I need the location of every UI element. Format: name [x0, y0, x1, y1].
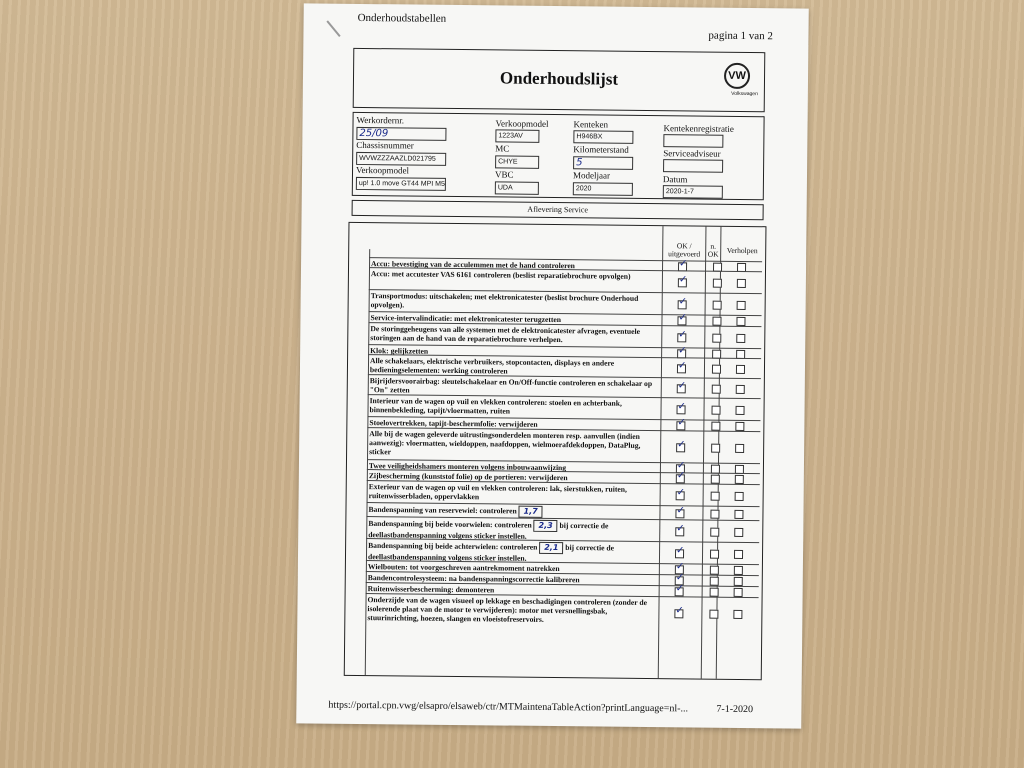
verholpen-checkbox[interactable]: [734, 588, 743, 597]
checklist-item-text: [369, 482, 659, 503]
checklist-item-label: Twee veiligheidshamers monteren volgens inbouwaanwijzing: [368, 461, 567, 473]
nok-checkbox[interactable]: [712, 365, 721, 374]
checklist-item-suffix: bij correctie de deellastbandenspanning volgens sticker instellen.: [367, 542, 615, 563]
verholpen-checkbox[interactable]: [733, 610, 742, 619]
verholpen-checkbox[interactable]: [734, 577, 743, 586]
check-mark-icon: ✓: [675, 572, 685, 584]
footer-date: 7-1-2020: [716, 703, 754, 716]
nok-checkbox[interactable]: [710, 528, 719, 537]
checklist-row: [367, 427, 760, 464]
col-verholpen-header: Verholpen: [726, 245, 758, 256]
nok-checkbox[interactable]: [709, 610, 718, 619]
check-mark-icon: ✓: [675, 583, 685, 595]
vbc-field: UDA: [495, 181, 539, 194]
checklist-row: [365, 593, 758, 630]
verholpen-checkbox[interactable]: [736, 334, 745, 343]
checklist-item-label: Alle bij de wagen geleverde uitrustingsonderdelen monteren resp. aanvullen (indien aanwezig): vloermatten, wieldoppen, naafdoppen, wielmoerafdekdoppen, DataPlug, sticker: [369, 429, 641, 457]
nok-checkbox[interactable]: [713, 301, 722, 310]
nok-checkbox[interactable]: [710, 588, 719, 597]
section-title: Aflevering Service: [352, 200, 764, 220]
document-sheet: [296, 3, 809, 728]
nok-checkbox[interactable]: [710, 566, 719, 575]
checklist-item-label: Wielbouten: tot voorgeschreven aantrekmoment natrekken: [367, 562, 560, 574]
checklist-item-label: Accu: bevestiging van de acculemmen met de hand controleren: [371, 259, 575, 271]
check-mark-icon: ✓: [678, 329, 687, 341]
datum-label: Datum: [662, 174, 688, 185]
verholpen-checkbox[interactable]: [734, 510, 743, 519]
kilometerstand-field: 5: [573, 156, 633, 170]
checklist-item-text: [369, 396, 659, 417]
checklist-item-label: Service-intervalindicatie: met elektronicatester terugzetten: [370, 313, 562, 325]
tire-pressure-entry[interactable]: 2,3: [534, 520, 558, 532]
kenteken-field: H946BX: [573, 130, 633, 144]
checklist-item-label: Exterieur van de wagen op vuil en vlekken controleren: lak, sierstukken, ruiten, ruitenwisserbladen, oppervlakken: [368, 482, 627, 502]
nok-checkbox[interactable]: [713, 279, 722, 288]
verholpen-checkbox[interactable]: [735, 406, 744, 415]
verholpen-checkbox[interactable]: [735, 492, 744, 501]
verholpen-checkbox[interactable]: [737, 279, 746, 288]
checklist-item-label: Bandenspanning van reservewiel: controleren: [368, 504, 517, 516]
verholpen-checkbox[interactable]: [734, 550, 743, 559]
verkoopmodel-left-label: Verkoopmodel: [355, 164, 410, 176]
checklist-item-label: Stoelovertrekken, tapijt-beschermfolie: verwijderen: [369, 418, 538, 429]
checklist-item-label: Klok: gelijkzetten: [370, 346, 429, 356]
check-mark-icon: ✓: [676, 470, 686, 482]
checklist-item-label: Bandencontrolesysteem: na bandenspanningscorrectie kalibreren: [367, 573, 580, 585]
check-mark-icon: ✓: [675, 561, 685, 573]
staple: [326, 20, 340, 37]
kenteken-label: Kenteken: [573, 119, 609, 130]
page-number: pagina 1 van 2: [708, 29, 773, 43]
serviceadviseur-field: [663, 159, 723, 173]
checklist-item-label: Interieur van de wagen op vuil en vlekken controleren: stoelen en achterbank, binnenbekleding, tapijt/vloermatten, ruiten: [369, 396, 622, 416]
check-mark-icon: ✓: [678, 274, 688, 286]
checklist-item-label: Alle schakelaars, elektrische verbruikers, stopcontacten, displays en andere bedieningselementen: werking controleren: [369, 356, 615, 376]
nok-checkbox[interactable]: [712, 317, 721, 326]
check-mark-icon: ✓: [678, 296, 688, 308]
verholpen-checkbox[interactable]: [735, 444, 744, 453]
checklist-item-label: Accu: met accutester VAS 6161 controleren (beslist reparatiebrochure opvolgen): [370, 269, 631, 281]
check-mark-icon: ✓: [677, 380, 687, 392]
header-title: Onderhoudstabellen: [357, 11, 447, 25]
nok-checkbox[interactable]: [710, 550, 719, 559]
col-ok-header: OK / uitgevoerd: [668, 241, 701, 259]
check-mark-icon: ✓: [677, 401, 687, 413]
checklist-item-text: [369, 429, 659, 459]
check-mark-icon: ✓: [677, 360, 687, 372]
nok-checkbox[interactable]: [710, 577, 719, 586]
verkoopmodel-left-field: up! 1.0 move GT44 MPI M5: [356, 177, 446, 191]
check-mark-icon: ✓: [679, 258, 688, 270]
tire-pressure-entry[interactable]: 2,1: [539, 542, 563, 554]
modeljaar-label: Modeljaar: [572, 170, 611, 181]
check-mark-icon: ✓: [676, 545, 685, 557]
verholpen-checkbox[interactable]: [736, 385, 745, 394]
nok-checkbox[interactable]: [711, 444, 720, 453]
document-title: Onderhoudslijst: [499, 68, 619, 89]
verholpen-checkbox[interactable]: [735, 475, 744, 484]
vw-logo-text: Volkswagen: [731, 90, 758, 98]
tire-pressure-entry[interactable]: 1,7: [519, 506, 543, 518]
checklist-item-text: [370, 324, 660, 345]
checklist-item-label: Ruitenwisserbescherming: demonteren: [367, 584, 495, 595]
nok-checkbox[interactable]: [712, 334, 721, 343]
kilometerstand-label: Kilometerstand: [573, 144, 629, 155]
check-mark-icon: ✓: [676, 505, 685, 517]
checklist-item-label: De storinggeheugens van alle systemen met de elektronicatester afvragen, eventuele storingen aan de hand van de reparatiebrochure verhelpen.: [370, 324, 641, 345]
checklist-item-suffix: bij correctie de deellastbandenspanning volgens sticker instellen.: [368, 520, 609, 541]
check-mark-icon: ✓: [678, 312, 687, 324]
vehicle-info-box: [352, 112, 765, 200]
verholpen-checkbox[interactable]: [737, 301, 746, 310]
verholpen-checkbox[interactable]: [734, 566, 743, 575]
vbc-label: VBC: [494, 169, 514, 180]
werkordernr-field: 25/09: [356, 127, 446, 141]
nok-checkbox[interactable]: [711, 422, 720, 431]
footer-url: https://portal.cpn.vwg/elsapro/elsaweb/ctr/MTMaintenaTableAction?printLanguage=nl-...: [328, 699, 689, 715]
nok-checkbox[interactable]: [710, 510, 719, 519]
verholpen-checkbox[interactable]: [736, 365, 745, 374]
nok-checkbox[interactable]: [711, 492, 720, 501]
kentekenregistratie-label: Kentekenregistratie: [663, 123, 735, 134]
mc-label: MC: [495, 143, 510, 154]
modeljaar-field: 2020: [573, 182, 633, 196]
werkordernr-label: Werkordernr.: [356, 114, 405, 126]
verholpen-checkbox[interactable]: [734, 528, 743, 537]
serviceadviseur-label: Serviceadviseur: [663, 148, 721, 159]
kentekenregistratie-field: [663, 134, 723, 148]
nok-checkbox[interactable]: [712, 385, 721, 394]
checklist-item-label: Bandenspanning bij beide voorwielen: controleren: [368, 518, 532, 530]
verkoopmodel-field: 1223AV: [495, 129, 539, 142]
check-mark-icon: ✓: [677, 417, 686, 429]
checklist-table: [344, 222, 767, 680]
check-mark-icon: ✓: [678, 345, 687, 357]
chassisnummer-field: WVWZZZAAZLD021795: [356, 152, 446, 166]
checklist-item-label: Onderzijde van de wagen visueel op lekkage en beschadigingen controleren (zonder de isolerende plaat van de motor te verwijderen): motor met versnellingsbak, stuurinrichting, hoezen, slangen en vloeistofreservoirs.: [367, 595, 648, 624]
check-mark-icon: ✓: [676, 523, 685, 535]
check-mark-icon: ✓: [676, 487, 686, 499]
mc-field: CHYE: [495, 155, 539, 168]
check-mark-icon: ✓: [676, 460, 686, 472]
nok-checkbox[interactable]: [711, 475, 720, 484]
vw-logo-icon: VW: [724, 63, 750, 89]
verholpen-checkbox[interactable]: [736, 317, 745, 326]
checklist-item-label: Bijrijdersvoorairbag: sleutelschakelaar en On/Off-functie controleren en schakelaar op "On" zetten: [369, 376, 653, 395]
check-mark-icon: ✓: [677, 439, 686, 451]
datum-field: 2020-1-7: [663, 185, 723, 199]
col-nok-header: n. OK: [707, 241, 719, 259]
checklist-item-label: Transportmodus: uitschakelen; met elektronicatester (beslist brochure Onderhoud opvolgen).: [370, 291, 639, 310]
chassisnummer-label: Chassisnummer: [356, 139, 414, 151]
nok-checkbox[interactable]: [711, 406, 720, 415]
checklist-item-label: Zijbescherming (kunststof folie) op de portieren: verwijderen: [368, 471, 568, 483]
verholpen-checkbox[interactable]: [735, 422, 744, 431]
title-box: [353, 48, 766, 112]
checklist-item-text: [371, 291, 661, 312]
verkoopmodel-label: Verkoopmodel: [495, 118, 549, 129]
check-mark-icon: ✓: [675, 605, 684, 617]
checklist-item-label: Bandenspanning bij beide achterwielen: controleren: [368, 540, 538, 552]
checklist-item-text: [371, 269, 661, 281]
checklist-item-text: [367, 595, 657, 625]
